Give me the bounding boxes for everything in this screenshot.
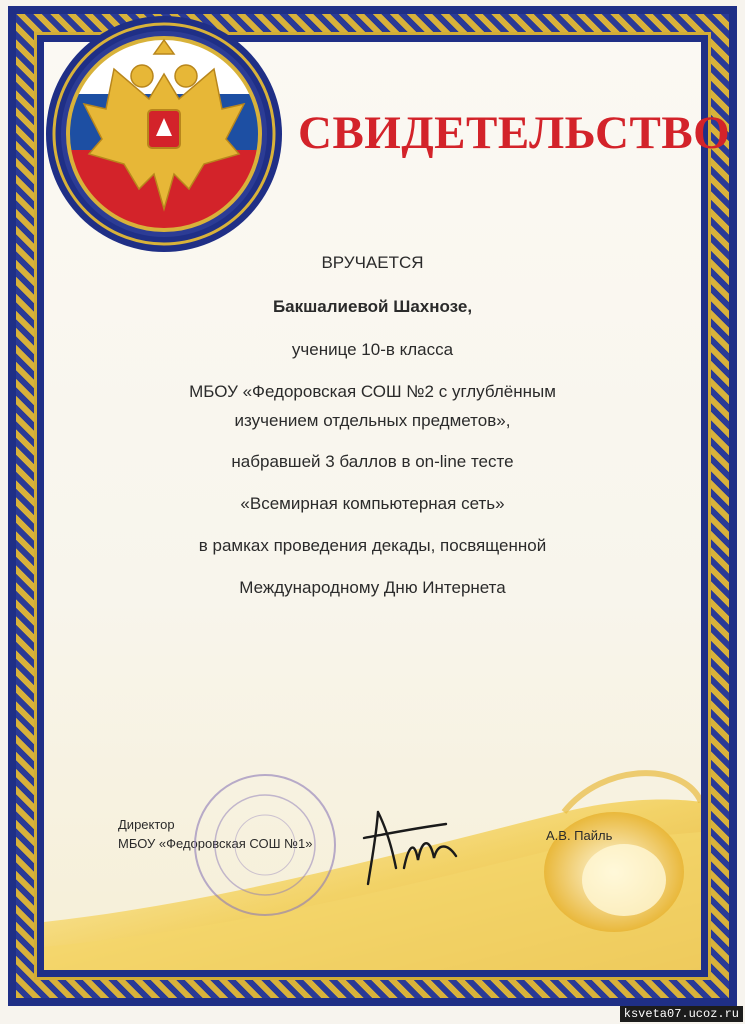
recipient-name: Бакшалиевой Шахнозе,	[272, 297, 473, 316]
signer-name: А.В. Пайль	[546, 828, 613, 843]
certificate-title: СВИДЕТЕЛЬСТВО	[298, 107, 731, 159]
signer-organization: МБОУ «Федоровская СОШ №1»	[118, 836, 313, 851]
site-watermark: ksveta07.ucoz.ru	[620, 1006, 743, 1022]
school-name-line1: МБОУ «Федоровская СОШ №2 с углублённым	[189, 382, 556, 401]
context-line1: в рамках проведения декады, посвященной	[198, 536, 547, 555]
signer-position: Директор	[118, 817, 175, 832]
score-text: набравшей 3 баллов в on-line тесте	[231, 452, 514, 471]
test-name: «Всемирная компьютерная сеть»	[240, 494, 505, 513]
presented-label: ВРУЧАЕТСЯ	[321, 253, 424, 272]
handwritten-signature	[356, 798, 466, 890]
official-stamp-icon	[190, 770, 340, 920]
grade-text: ученице 10-в класса	[291, 340, 454, 359]
context-line2: Международному Дню Интернета	[239, 578, 506, 597]
coat-of-arms-emblem-icon	[44, 14, 284, 254]
school-name-line2: изучением отдельных предметов»,	[234, 411, 511, 430]
